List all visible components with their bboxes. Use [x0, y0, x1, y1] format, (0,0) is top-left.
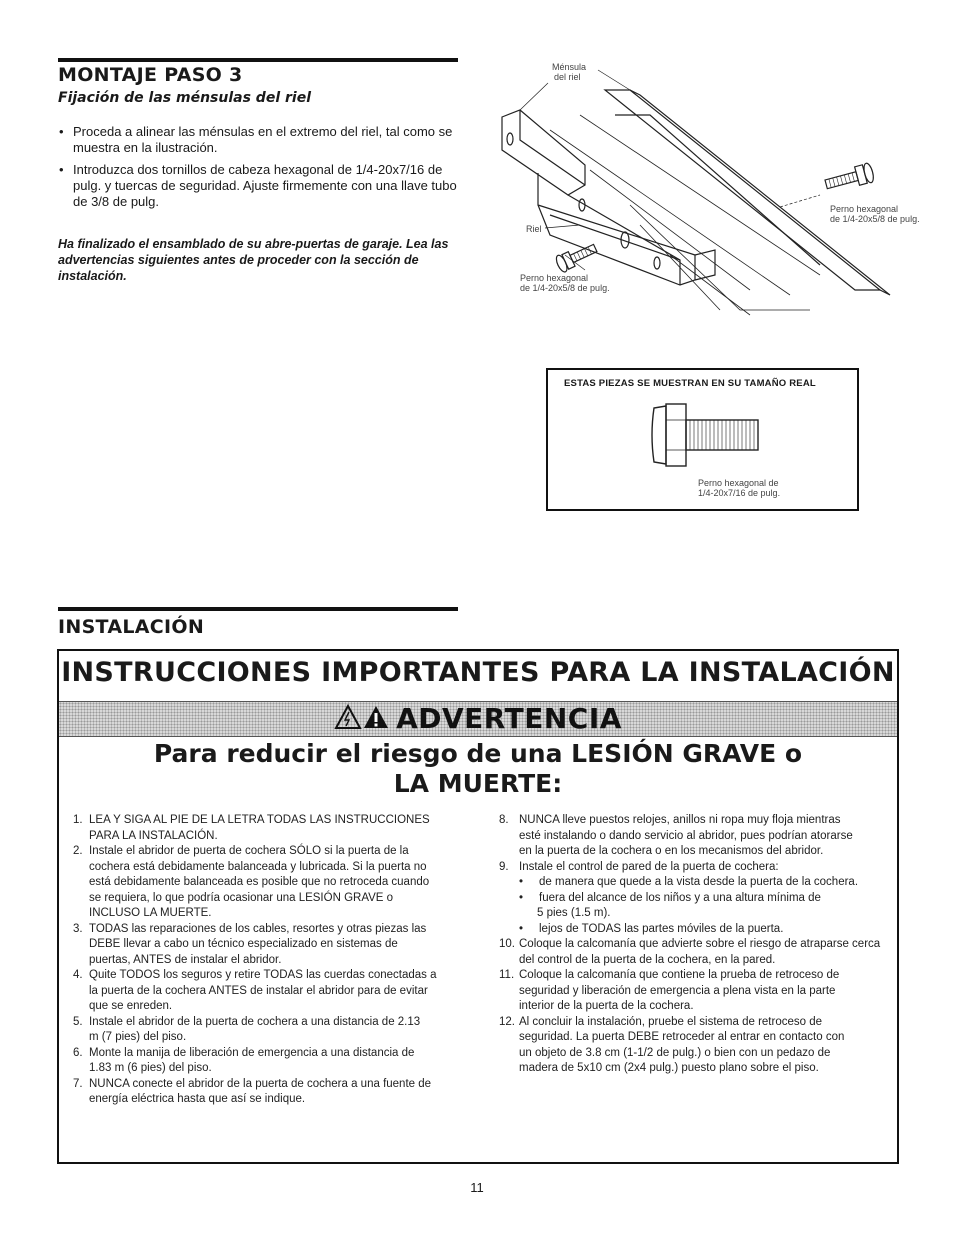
- warning-item-line: Monte la manija de liberación de emergencia a una distancia de: [89, 1046, 415, 1059]
- label-bracket-line2: del riel: [554, 72, 581, 82]
- step-title: MONTAJE PASO 3: [58, 64, 243, 86]
- warning-item: [73, 922, 473, 969]
- actual-size-title: ESTAS PIEZAS SE MUESTRAN EN SU TAMAÑO REAL: [564, 378, 816, 389]
- warning-subitem: 5 pies (1.5 m).: [537, 907, 611, 919]
- warning-item: [73, 1046, 473, 1077]
- install-title: INSTALACIÓN: [58, 616, 205, 638]
- warning-item: [73, 813, 473, 844]
- warning-item: [73, 844, 473, 922]
- hex-bolt-icon: [646, 398, 766, 473]
- warning-item-line: esté instalando o dando servicio al abridor, pues podrían atorarse: [519, 829, 853, 842]
- warning-item-line: Al concluir la instalación, pruebe el sistema de retroceso de: [519, 1015, 822, 1028]
- warning-item-line: Coloque la calcomanía que advierte sobre el riesgo de atraparse cerca: [519, 938, 881, 950]
- warning-item-line: 1.83 m (6 pies) del piso.: [89, 1062, 212, 1074]
- warning-item-line: m (7 pies) del piso.: [89, 1031, 187, 1043]
- warning-item-number: 5.: [73, 1015, 83, 1028]
- warning-item-number: 12.: [499, 1015, 515, 1028]
- warning-item: [73, 1015, 473, 1046]
- warning-item-line: PARA LA INSTALACIÓN.: [89, 829, 218, 842]
- warning-item: [499, 968, 889, 1015]
- risk-title-line1: Para reducir el riesgo de una LESIÓN GRAVE o: [153, 739, 803, 768]
- warning-item-line: Instale el abridor de puerta de cochera SÓLO si la puerta de la: [89, 845, 409, 857]
- label-bracket: [552, 62, 586, 82]
- warning-subitem: • fuera del alcance de los niños y a una altura mínima de: [519, 891, 889, 907]
- step-bullet: • Proceda a alinear las ménsulas en el extremo del riel, tal como se muestra en la ilustración.: [58, 124, 468, 156]
- warning-item-line: puertas, ANTES de instalar el abridor.: [89, 953, 282, 966]
- step-bullets: [58, 124, 468, 216]
- label-bolt-right: [830, 204, 920, 224]
- warning-item-line: Coloque la calcomanía que contiene la prueba de retroceso de: [519, 969, 840, 981]
- warning-item-line: Instale el abridor de la puerta de cochera a una distancia de 2.13: [89, 1015, 421, 1028]
- warning-item-line: INCLUSO LA MUERTE.: [89, 907, 212, 919]
- warning-item-line: la puerta de la cochera ANTES de instalar el abridor para de evitar: [89, 984, 428, 997]
- panel-title: INSTRUCCIONES IMPORTANTES PARA LA INSTALACIÓN: [61, 657, 895, 688]
- warning-item-line: madera de 5x10 cm (2x4 pulg.) puesto plano sobre el piso.: [519, 1062, 819, 1074]
- warning-item: [73, 968, 473, 1015]
- label-bolt-right-line2: de 1/4-20x5/8 de pulg.: [830, 214, 920, 224]
- page-number: 11: [470, 1180, 484, 1195]
- warning-item-line: energía eléctrica hasta que así se indique.: [89, 1093, 306, 1105]
- label-bolt-left: [520, 273, 610, 293]
- section-rule: [58, 607, 458, 611]
- warning-word: ADVERTENCIA: [396, 702, 622, 735]
- warning-item: [499, 1015, 889, 1077]
- warning-item-line: del control de la puerta de la cochera, en la pared.: [519, 953, 776, 966]
- warning-item-number: 10.: [499, 938, 515, 950]
- section-rule: [58, 58, 458, 62]
- label-bolt-left-line2: de 1/4-20x5/8 de pulg.: [520, 283, 610, 293]
- warning-item: [499, 937, 889, 968]
- risk-title: [59, 739, 897, 799]
- warning-item-line: en la puerta de la cochera o en los mecanismos del abridor.: [519, 845, 824, 857]
- warning-band: [59, 701, 897, 737]
- warning-item-line: está debidamente balanceada es posible que no retroceda cuando: [89, 876, 430, 888]
- warning-item: [499, 813, 889, 860]
- warning-item-number: 9.: [499, 860, 509, 873]
- warning-item-number: 2.: [73, 845, 83, 857]
- actual-size-caption-line2: 1/4-20x7/16 de pulg.: [698, 488, 781, 498]
- warning-list-right: [499, 813, 889, 1077]
- actual-size-box: [546, 368, 859, 511]
- warning-item-line: LEA Y SIGA AL PIE DE LA LETRA TODAS LAS INSTRUCCIONES: [89, 814, 430, 826]
- warning-item-line: cochera está debidamente balanceada y lubricada. Si la puerta no: [89, 860, 427, 873]
- warning-panel: [57, 649, 899, 1164]
- warning-item-number: 8.: [499, 814, 509, 826]
- warning-subitem: • de manera que quede a la vista desde la puerta de la cochera.: [519, 875, 889, 891]
- warning-item-number: 6.: [73, 1046, 83, 1059]
- warning-item-line: DEBE llevar a cabo un técnico especializado en sistemas de: [89, 938, 398, 950]
- warning-item: [499, 860, 889, 938]
- warning-item-line: seguridad. La puerta DEBE retroceder al entrar en contacto con: [519, 1031, 845, 1043]
- warning-item-line: se requiera, lo que podría ocasionar una LESIÓN GRAVE o: [89, 891, 394, 904]
- warning-item-number: 11.: [499, 969, 515, 981]
- warning-triangle-icon: [334, 703, 390, 731]
- warning-subitem: • lejos de TODAS las partes móviles de la puerta.: [519, 922, 889, 938]
- label-bracket-line1: Ménsula: [552, 62, 587, 72]
- label-rail: Riel: [526, 224, 542, 234]
- finish-note: Ha finalizado el ensamblado de su abre-puertas de garaje. Lea las advertencias siguientes antes de proceder con la sección de instalación.: [58, 237, 449, 283]
- warning-icons: [334, 703, 390, 736]
- risk-title-line2: LA MUERTE:: [393, 769, 563, 798]
- actual-size-caption-line1: Perno hexagonal de: [698, 478, 779, 488]
- warning-item-line: NUNCA conecte el abridor de la puerta de cochera a una fuente de: [89, 1077, 432, 1090]
- warning-subitems: [519, 875, 889, 937]
- warning-item-line: TODAS las reparaciones de los cables, resortes y otras piezas las: [89, 922, 427, 935]
- warning-item-line: Instale el control de pared de la puerta de cochera:: [519, 860, 779, 873]
- warning-item-line: Quite TODOS los seguros y retire TODAS las cuerdas conectadas a: [89, 969, 437, 981]
- label-bolt-right-line1: Perno hexagonal: [830, 204, 899, 214]
- warning-item-number: 4.: [73, 969, 83, 981]
- warning-list-left: [73, 813, 473, 1108]
- warning-item-number: 3.: [73, 922, 83, 935]
- warning-item-line: un objeto de 3.8 cm (1-1/2 de pulg.) o bien con un pedazo de: [519, 1046, 831, 1059]
- warning-item-line: NUNCA lleve puestos relojes, anillos ni ropa muy floja mientras: [519, 814, 841, 826]
- step-bullet: • Introduzca dos tornillos de cabeza hexagonal de 1/4-20x7/16 de pulg. y tuercas de seguridad. Ajuste firmemente con una llave tubo de 3/8 de pulg.: [58, 162, 468, 210]
- warning-item-line: seguridad y liberación de emergencia a plena vista en la parte: [519, 984, 836, 997]
- label-bolt-left-line1: Perno hexagonal: [520, 273, 589, 283]
- warning-item-number: 1.: [73, 814, 83, 826]
- step-subtitle: Fijación de las ménsulas del riel: [58, 90, 311, 106]
- warning-item-line: que se enreden.: [89, 1000, 173, 1012]
- warning-item-number: 7.: [73, 1077, 83, 1090]
- actual-size-caption: [698, 478, 808, 498]
- warning-item: [73, 1077, 473, 1108]
- warning-item-line: interior de la puerta de la cochera.: [519, 1000, 694, 1012]
